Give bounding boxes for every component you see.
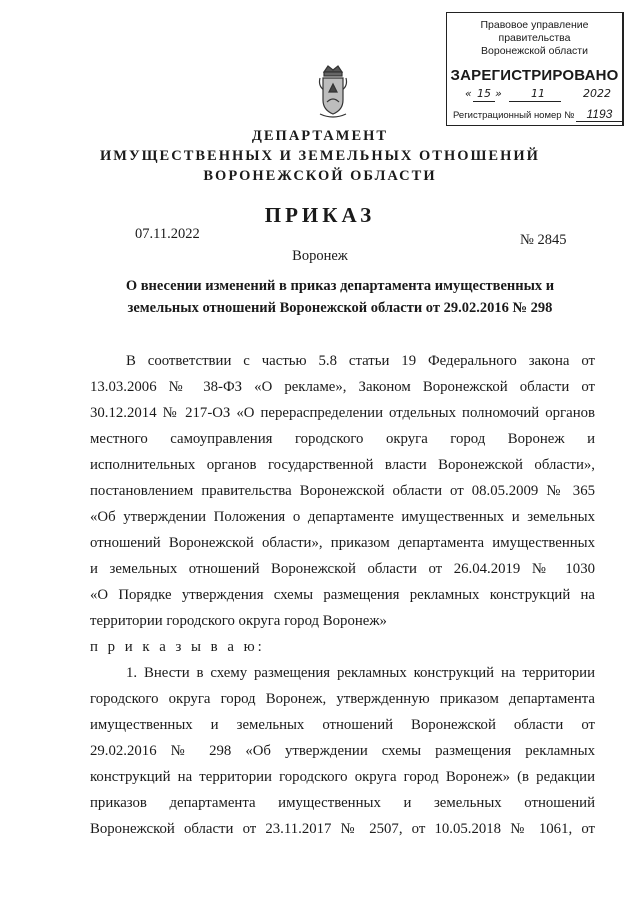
order-title: ПРИКАЗ <box>264 203 376 227</box>
body-line: приказов департамента имущественных и земельных отношений <box>90 795 595 811</box>
body-line: городского округа город Воронеж, утвержденную приказом департамента <box>90 691 595 707</box>
body-line: постановлением правительства Воронежской области от 08.05.2009 № 365 <box>90 483 595 499</box>
order-subject-line-2: земельных отношений Воронежской области от 29.02.2016 № 298 <box>127 300 553 316</box>
order-subject-line-1: О внесении изменений в приказ департамента имущественных и <box>125 278 555 294</box>
body-line: местного самоуправления городского округа город Воронеж и <box>90 431 595 447</box>
body-line: «О Порядке утверждения схемы размещения рекламных конструкций на <box>90 587 595 603</box>
body-line: 1. Внести в схему размещения рекламных конструкций на территории <box>126 665 595 681</box>
stamp-number-row <box>453 107 622 122</box>
body-line: отношений Воронежской области», приказом департамента имущественных <box>90 535 595 551</box>
stamp-number-label: Регистрационный номер № <box>453 110 575 121</box>
order-city: Воронеж <box>292 248 348 264</box>
stamp-org-line-2: Воронежской области <box>481 45 588 57</box>
voronezh-coat-of-arms-icon <box>314 62 352 120</box>
body-line: территории городского округа город Воронеж» <box>90 613 387 629</box>
department-header-line-2: ИМУЩЕСТВЕННЫХ И ЗЕМЕЛЬНЫХ ОТНОШЕНИЙ <box>100 148 540 164</box>
registration-stamp <box>446 12 624 126</box>
body-line: «Об утверждении Положения о департаменте имущественных и земельных <box>90 509 595 525</box>
stamp-date: « 15 » 11 2022 <box>465 87 611 100</box>
body-line: В соответствии с частью 5.8 статьи 19 Федерального закона от <box>126 353 595 369</box>
stamp-month: 11 <box>531 87 545 100</box>
body-line: имущественных и земельных отношений Воронежской области от <box>90 717 595 733</box>
body-line: конструкций на территории городского округа город Воронеж» (в редакции <box>90 769 595 785</box>
body-line: Воронежской области от 23.11.2017 № 2507, от 10.05.2018 № 1061, от <box>90 821 595 837</box>
order-number: № 2845 <box>520 232 567 248</box>
body-line: 30.12.2014 № 217-ОЗ «О перераспределении отдельных полномочий органов <box>90 405 595 421</box>
body-line: исполнительных органов государственной власти Воронежской области», <box>90 457 595 473</box>
body-line: и земельных отношений Воронежской области от 26.04.2019 № 1030 <box>90 561 595 577</box>
order-body <box>90 348 595 842</box>
stamp-year: 2022 <box>583 87 611 100</box>
order-date: 07.11.2022 <box>135 226 200 242</box>
body-line: 29.02.2016 № 298 «Об утверждении схемы размещения рекламных <box>90 743 595 759</box>
order-subject <box>90 275 590 319</box>
stamp-org-line-1: Правовое управление правительства <box>480 19 589 44</box>
stamp-day: 15 <box>477 87 491 100</box>
stamp-organization <box>447 19 622 58</box>
stamp-number-value: 1193 <box>576 107 622 122</box>
body-line: 13.03.2006 № 38-ФЗ «О рекламе», Законом Воронежской области от <box>90 379 595 395</box>
department-header-line-1: ДЕПАРТАМЕНТ <box>251 128 389 144</box>
order-directive: п р и к а з ы в а ю: <box>90 639 265 655</box>
department-header-line-3: ВОРОНЕЖСКОЙ ОБЛАСТИ <box>203 168 437 184</box>
stamp-registered-label: ЗАРЕГИСТРИРОВАНО <box>450 67 619 84</box>
